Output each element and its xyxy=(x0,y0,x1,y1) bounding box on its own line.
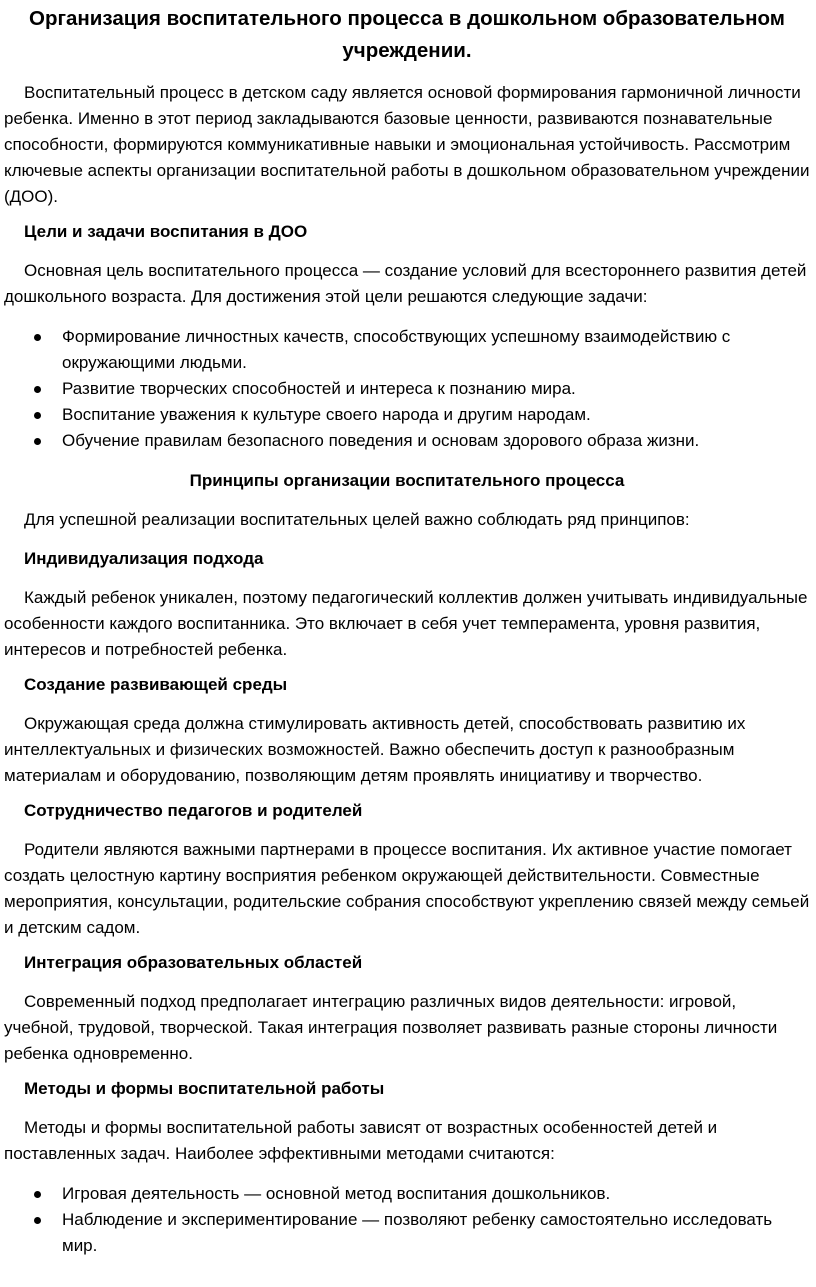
bullet-icon xyxy=(34,412,41,419)
list-item xyxy=(4,376,810,402)
individual-paragraph: Каждый ребенок уникален, поэтому педагогический коллектив должен учитывать индивидуальные особенности каждого воспитанника. Это включает в себя учет темперамента, уровня развития, интересов и потребностей ребенка. xyxy=(4,588,808,659)
bullet-icon xyxy=(34,334,41,341)
integration-paragraph: Современный подход предполагает интеграцию различных видов деятельности: игровой, учебной, трудовой, творческой. Такая интеграция позволяет развивать разные стороны личности ребенка одновременно. xyxy=(4,992,778,1063)
cooperation-paragraph: Родители являются важными партнерами в процессе воспитания. Их активное участие помогает создать целостную картину восприятия ребенком окружающей действительности. Совместные мероприятия, консультации, родительские собрания способствуют укреплению связей между семьей и детским садом. xyxy=(4,840,810,937)
bullet-icon xyxy=(34,1191,41,1198)
environment-paragraph: Окружающая среда должна стимулировать активность детей, способствовать развитию их интеллектуальных и физических возможностей. Важно обеспечить доступ к разнообразным материалам и оборудованию, позволяющим детям проявлять инициативу и творчество. xyxy=(4,714,746,785)
methods-list xyxy=(4,1181,810,1259)
methods-paragraph: Методы и формы воспитательной работы зависят от возрастных особенностей детей и поставленных задач. Наиболее эффективными методами считаются: xyxy=(4,1118,718,1163)
document-title: Организация воспитательного процесса в дошкольном образовательном учреждении. xyxy=(29,7,785,62)
list-item-text: Воспитание уважения к культуре своего народа и другим народам. xyxy=(62,405,591,424)
individual-heading: Индивидуализация подхода xyxy=(24,549,264,568)
intro-paragraph: Воспитательный процесс в детском саду является основой формирования гармоничной личности ребенка. Именно в этот период закладываются базовые ценности, развиваются познавательные способности, формируются коммуникативные навыки и эмоциональная устойчивость. Рассмотрим ключевые аспекты организации воспитательной работы в дошкольном образовательном учреждении (ДОО). xyxy=(4,83,810,206)
list-item-text: Игровая деятельность — основной метод воспитания дошкольников. xyxy=(62,1184,611,1203)
list-item-text: Развитие творческих способностей и интереса к познанию мира. xyxy=(62,379,576,398)
goals-paragraph: Основная цель воспитательного процесса — создание условий для всестороннего развития детей дошкольного возраста. Для достижения этой цели решаются следующие задачи: xyxy=(4,261,807,306)
bullet-icon xyxy=(34,386,41,393)
environment-heading: Создание развивающей среды xyxy=(24,675,288,694)
principles-heading: Принципы организации воспитательного процесса xyxy=(189,471,625,490)
list-item xyxy=(4,428,810,454)
bullet-icon xyxy=(34,438,41,445)
list-item xyxy=(4,1181,810,1207)
integration-heading: Интеграция образовательных областей xyxy=(24,953,363,972)
cooperation-heading: Сотрудничество педагогов и родителей xyxy=(24,801,363,820)
list-item-text: Обучение правилам безопасного поведения и основам здорового образа жизни. xyxy=(62,431,700,450)
methods-heading: Методы и формы воспитательной работы xyxy=(24,1079,385,1098)
goals-heading: Цели и задачи воспитания в ДОО xyxy=(24,222,308,241)
list-item xyxy=(4,324,810,376)
list-item xyxy=(4,402,810,428)
bullet-icon xyxy=(34,1217,41,1224)
goals-list xyxy=(4,324,810,454)
list-item-text: Формирование личностных качеств, способствующих успешному взаимодействию с окружающими людьми. xyxy=(62,327,731,372)
principles-paragraph: Для успешной реализации воспитательных целей важно соблюдать ряд принципов: xyxy=(24,510,690,529)
list-item xyxy=(4,1207,810,1259)
list-item-text: Наблюдение и экспериментирование — позволяют ребенку самостоятельно исследовать мир. xyxy=(62,1210,773,1255)
